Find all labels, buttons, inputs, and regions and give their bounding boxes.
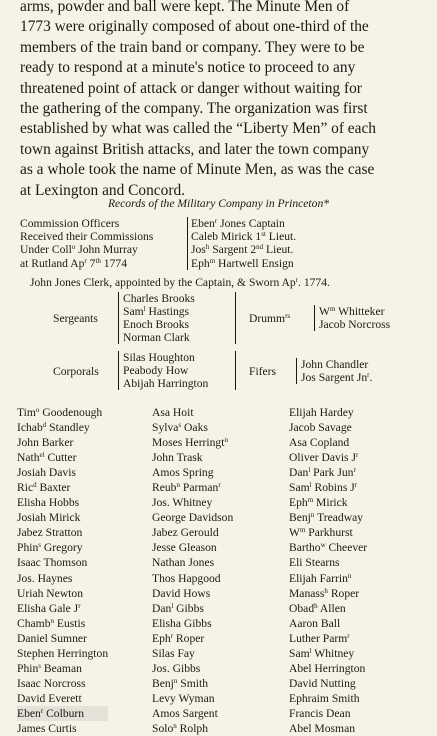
paragraph-line: as a whole took the name of Minute Men, as was the case [20, 161, 375, 179]
sergeant-name: Sam$^l$ Hastings [123, 305, 190, 319]
sergeants-names [118, 292, 236, 344]
roster-name: Abel Herrington [289, 661, 366, 675]
roster-column-2 [152, 405, 233, 736]
officer-name: Eph$^m$ Hartwell Ensign [191, 256, 294, 270]
paragraph-line: ready to respond at a minute's notice to proceed to any [20, 59, 356, 77]
roster-name: Benj$^n$ Smith [152, 676, 209, 690]
roster-name: Eben$^r$ Colburn [17, 706, 108, 721]
corporal-name: Peabody How [123, 364, 189, 378]
roster-name: Stephen Herrington [17, 646, 109, 660]
fifer-name: John Chandler [301, 358, 369, 371]
roster-name: Ric$^d$ Baxter [17, 481, 71, 495]
commission-note-line: Under Coll$^o$ John Murray [20, 243, 138, 257]
roster-name: Obad$^h$ Allen [289, 601, 346, 615]
roster-name: Elisha Gale $J^r$ [17, 601, 81, 615]
roster-name: Silas Fay [152, 646, 195, 660]
roster-name: Eph$^m$ Mirick [289, 496, 348, 510]
roster-name: Elijah Hardey [289, 406, 354, 419]
roster-name: Chamb$^n$ Eustis [17, 616, 86, 630]
roster-name: Phin$^s$ Beaman [17, 661, 82, 675]
officer-list [187, 217, 296, 270]
roster-column-1 [17, 405, 108, 736]
paragraph-line: established by what was called the “Liberty Men” of each [20, 120, 376, 138]
paragraph-line: 1773 were originally composed of about one-third of the [20, 18, 369, 36]
roster-name: Isaac Norcross [17, 676, 86, 690]
roster-name: Dan$^l$ Park Jun$^r$ [289, 466, 356, 480]
drummers-label: Drumm$^{rs}$ [249, 312, 291, 325]
roster-name: Sam$^l$ Robins $J^r$ [289, 481, 358, 495]
roster-name: Nathan Jones [152, 556, 215, 570]
fifers-names [296, 358, 372, 384]
roster-name: Aaron Ball [289, 616, 341, 630]
roster-name: Elisha Hobbs [17, 496, 80, 510]
roster-name: John Trask [152, 451, 203, 465]
roster-name: Bartho$^w$ Cheever [289, 541, 368, 555]
sergeants-label: Sergeants [53, 312, 98, 325]
roster-name: Jacob Savage [289, 421, 352, 435]
roster-name: Francis Dean [289, 706, 351, 720]
roster-name: Thos Hapgood [152, 571, 221, 585]
commission-note-line: at Rutland Ap$^r$ 7th 1774 [20, 256, 127, 270]
officer-name: Eben$^r$ Jones Captain [191, 217, 285, 230]
roster-name: Nath$^{el}$ Cutter [17, 451, 77, 465]
body-paragraph [20, 0, 425, 201]
drummers-names [314, 305, 390, 331]
roster-name: Jabez Stratton [17, 526, 83, 540]
roster-name: Ichab$^d$ Standley [17, 421, 90, 435]
roster-name: Elijah Farrin$^n$ [289, 571, 352, 585]
roster-name: Abel Mosman [289, 721, 356, 735]
roster-name: Solo$^n$ Rolph [152, 721, 209, 735]
corporal-name: Silas Houghton [123, 351, 195, 364]
roster-name: Eph$^r$ Roper [152, 631, 205, 645]
corporal-name: Abijah Harrington [123, 377, 209, 391]
drummer-name: $W^m$ Whitteker [319, 305, 385, 318]
roster-name: George Davidson [152, 511, 234, 525]
corporals-label: Corporals [53, 365, 99, 378]
fifer-name: Jos Sargent Jn$^r$. [301, 371, 373, 385]
commission-note [20, 217, 186, 270]
roster-name: Phin$^s$ Gregory [17, 541, 83, 555]
paragraph-line: threatened point of attack or danger without waiting for [20, 79, 362, 97]
roster-name: Daniel Sumner [17, 631, 87, 645]
roster-name: Isaac Thomson [17, 556, 88, 570]
roster-name: $W^m$ Parkhurst [289, 526, 353, 540]
sergeant-name: Charles Brooks [123, 292, 195, 305]
sergeant-name: Norman Clark [123, 331, 190, 345]
roster-name: Sam$^l$ Whitney [289, 646, 355, 660]
roster-name: Jos. Whitney [152, 496, 213, 510]
roster-name: Asa Hoit [152, 406, 194, 419]
roster-name: Moses Herringt$^n$ [152, 436, 228, 450]
roster-name: Asa Copland [289, 436, 350, 450]
roster-column-3 [289, 405, 367, 736]
roster-name: David Nutting [289, 676, 356, 690]
fifers-label: Fifers [249, 365, 277, 378]
records-caption: Records of the Military Company in Princeton* [107, 197, 330, 210]
roster-name: Tim$^o$ Goodenough [17, 406, 103, 419]
roster-name: Jabez Gerould [152, 526, 219, 540]
roster-name: Oliver Davis $J^r$ [289, 451, 359, 465]
roster-name: Elisha Gibbs [152, 616, 212, 630]
roster-name: Jesse Gleason [152, 541, 217, 555]
roster-name: Amos Spring [152, 466, 214, 480]
roster-name: Josiah Mirick [17, 511, 81, 525]
paragraph-line: arms, powder and ball were kept. The Minute Men of [20, 0, 350, 15]
paragraph-line: the gathering of the company. The organization was first [20, 100, 368, 118]
roster-name: Luther Parm$^r$ [289, 631, 350, 645]
roster-name: Reub$^n$ Parman$^r$ [152, 481, 221, 495]
roster-name: Amos Sargent [152, 706, 218, 720]
officer-name: Caleb Mirick 1st Lieut. [191, 230, 297, 244]
roster-name: Ephraim Smith [289, 691, 360, 705]
roster-name: Josiah Davis [17, 466, 76, 480]
roster-name: Eli Stearns [289, 556, 340, 570]
commission-note-line: Commission Officers [20, 217, 120, 230]
roster-name: David Hows [152, 586, 211, 600]
roster-name: Benj$^n$ Treadway [289, 511, 364, 525]
commission-note-line: Received their Commissions [20, 230, 154, 244]
roster-name: Jos. Gibbs [152, 661, 201, 675]
paragraph-line: members of the train band or company. They were to be [20, 38, 365, 56]
roster-name: Manass$^h$ Roper [289, 586, 360, 600]
roster-name: Sylva$^s$ Oaks [152, 421, 208, 435]
paragraph-line: town against British attacks, and later the town company [20, 140, 370, 158]
paragraph-line: at Lexington and Concord. [20, 181, 185, 199]
roster-name: Dan$^l$ Gibbs [152, 601, 204, 615]
roster-name: Levy Wyman [152, 691, 215, 705]
roster-name: John Barker [17, 436, 74, 450]
drummer-name: Jacob Norcross [319, 318, 391, 332]
roster-name: Jos. Haynes [17, 571, 73, 585]
officer-name: Jos$^h$ Sargent 2nd Lieut. [191, 243, 294, 257]
clerk-line: John Jones Clerk, appointed by the Captain, & Sworn Ap$^r$. 1774. [30, 276, 330, 289]
sergeant-name: Enoch Brooks [123, 318, 190, 332]
corporals-names [118, 351, 236, 390]
roster-name: James Curtis [17, 721, 77, 735]
roster-name: Uriah Newton [17, 586, 84, 600]
roster-name: David Everett [17, 691, 82, 705]
